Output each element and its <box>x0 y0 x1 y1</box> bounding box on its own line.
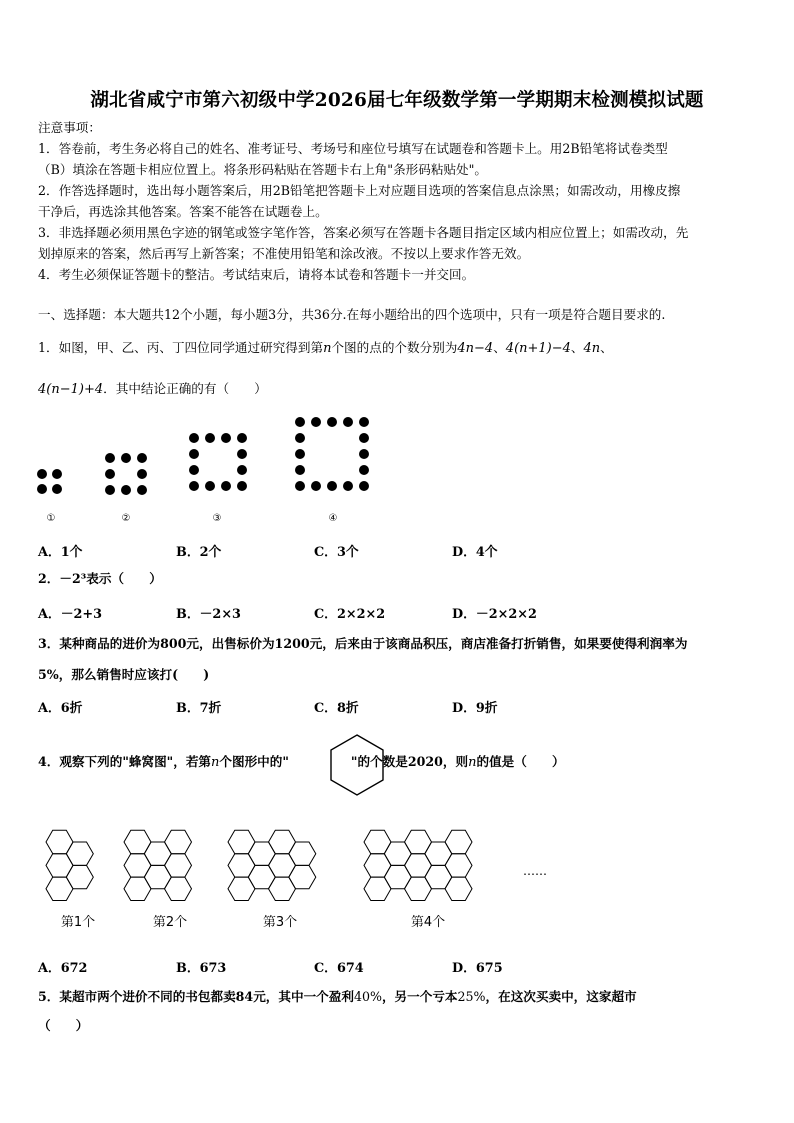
dot <box>295 481 305 491</box>
notice-line: 2．作答选择题时，选出每小题答案后，用2B铅笔把答题卡上对应题目选项的答案信息点涂黑；如需改动，用橡皮擦 <box>38 183 681 198</box>
q4-var-n: n <box>211 755 220 770</box>
hexagon-cell <box>364 877 391 900</box>
dot <box>221 481 231 491</box>
figure-label: ③ <box>212 513 222 524</box>
dot <box>295 449 305 459</box>
dot <box>205 481 215 491</box>
q1-sep: 、 <box>570 340 584 355</box>
q5-percent-1: 40% <box>353 989 382 1004</box>
q1-text: 1．如图，甲、乙、丙、丁四位同学通过研究得到第 <box>38 340 324 355</box>
figure-label: ① <box>46 513 56 524</box>
hexagon-cell <box>384 865 411 888</box>
q4-text: 的值是（ ） <box>476 754 565 769</box>
dot <box>137 469 147 479</box>
dot <box>327 481 337 491</box>
figure-label: 第2个 <box>152 915 188 930</box>
hexagon-cell <box>364 854 391 877</box>
q5-text: ，另一个亏本 <box>381 989 458 1004</box>
hexagon-cell <box>405 877 432 900</box>
hexagon-cell <box>46 854 73 877</box>
hexagon-cell <box>445 830 472 853</box>
hexagon-cell <box>384 842 411 865</box>
dot <box>37 484 47 494</box>
hexagon-cell <box>405 830 432 853</box>
dot <box>237 433 247 443</box>
option-a[interactable]: A．672 <box>38 961 88 976</box>
q3-stem-line1: 3．某种商品的进价为800元，出售标价为1200元，后来由于该商品积压，商店准备打折销售，如果要使得利润率为 <box>38 636 688 651</box>
hexagon-cell <box>66 865 93 888</box>
hexagon-cell <box>405 854 432 877</box>
option-d[interactable]: D．675 <box>452 961 503 976</box>
hexagon-cell <box>228 830 255 853</box>
hexagon-cell <box>445 877 472 900</box>
option-a[interactable]: A．1个 <box>38 545 83 560</box>
dot <box>105 469 115 479</box>
dot <box>311 417 321 427</box>
dot <box>359 481 369 491</box>
hexagon-cell <box>165 830 192 853</box>
hexagon-cell <box>269 877 296 900</box>
ellipsis: …… <box>523 864 547 878</box>
hexagon-cell <box>269 830 296 853</box>
dot <box>359 465 369 475</box>
q3-stem-line2: 5%，那么销售时应该打( ) <box>38 667 210 682</box>
dot <box>137 453 147 463</box>
hexagon-cell <box>364 830 391 853</box>
figure-label: 第1个 <box>60 915 96 930</box>
dot <box>189 449 199 459</box>
dot <box>52 484 62 494</box>
option-c[interactable]: C．2×2×2 <box>314 607 386 622</box>
hexagon-cell <box>228 854 255 877</box>
dot <box>295 433 305 443</box>
q1-formula-4: 4(n−1)+4 <box>38 382 104 397</box>
q4-stem <box>38 754 565 771</box>
q5-stem-line1 <box>38 989 637 1005</box>
dot <box>237 481 247 491</box>
q1-text: 个图的点的个数分别为 <box>331 340 458 355</box>
hexagon-cell <box>445 854 472 877</box>
hexagon-cell <box>66 842 93 865</box>
notice-line: 1．答卷前，考生务必将自己的姓名、准考证号、考场号和座位号填写在试题卷和答题卡上。用2B铅笔将试卷类型 <box>38 141 668 156</box>
option-c[interactable]: C．3个 <box>314 545 359 560</box>
hexagon-icon <box>328 733 386 797</box>
q1-formula-3: 4n <box>583 341 601 356</box>
hexagon-cell <box>144 842 171 865</box>
hexagon-cell <box>124 854 151 877</box>
hexagon-cell <box>46 877 73 900</box>
hexagon-cell <box>269 854 296 877</box>
hexagon-cell <box>248 865 275 888</box>
hexagon-cell <box>289 865 316 888</box>
q1-stem-line1 <box>38 340 613 357</box>
dot <box>189 465 199 475</box>
q4-var-n: n <box>468 755 477 770</box>
notice-line: 划掉原来的答案，然后再写上新答案；不准使用铅笔和涂改液。不按以上要求作答无效。 <box>38 246 530 261</box>
q1-stem-line2 <box>38 381 267 398</box>
q1-sep: 、 <box>493 340 506 355</box>
notice-line: 干净后，再选涂其他答案。答案不能答在试题卷上。 <box>38 204 328 219</box>
hexagon-cell <box>144 865 171 888</box>
dot <box>295 465 305 475</box>
dot <box>359 449 369 459</box>
notice-line: 4．考生必须保证答题卡的整洁。考试结束后，请将本试卷和答题卡一并交回。 <box>38 267 475 282</box>
option-a[interactable]: A．6折 <box>38 701 83 716</box>
hexagon-cell <box>124 877 151 900</box>
hexagon-cell <box>228 877 255 900</box>
q5-stem-line2: （ ） <box>38 1018 89 1033</box>
option-b[interactable]: B．673 <box>176 961 227 976</box>
dot <box>52 469 62 479</box>
dot <box>359 433 369 443</box>
hexagon-cell <box>165 854 192 877</box>
option-b[interactable]: B．－2×3 <box>176 607 241 622</box>
figure-label: ② <box>121 513 131 524</box>
q5-text: 5．某超市两个进价不同的书包都卖84元，其中一个盈利 <box>38 989 354 1004</box>
q4-text: "的个数是2020，则 <box>350 754 469 769</box>
q1-var-n: n <box>323 341 332 356</box>
dot <box>189 433 199 443</box>
dot <box>295 417 305 427</box>
option-d[interactable]: D．－2×2×2 <box>452 607 537 622</box>
dot <box>105 485 115 495</box>
dot <box>121 453 131 463</box>
hexagon-cell <box>425 842 452 865</box>
figure-label: 第4个 <box>410 915 446 930</box>
dot <box>121 485 131 495</box>
option-a[interactable]: A．－2+3 <box>38 607 103 622</box>
dot <box>137 485 147 495</box>
q4-text: 个图形中的" <box>219 754 289 769</box>
q1-dot-figures <box>30 410 390 525</box>
dot <box>105 453 115 463</box>
figure-label: ④ <box>328 513 338 524</box>
hexagon-cell <box>425 865 452 888</box>
hexagon-cell <box>165 877 192 900</box>
option-d[interactable]: D．4个 <box>452 545 498 560</box>
dot <box>189 481 199 491</box>
q4-text: 4．观察下列的"蜂窝图"，若第 <box>38 754 212 769</box>
hexagon-cell <box>124 830 151 853</box>
dot <box>237 449 247 459</box>
q5-text: ，在这次买卖中，这家超市 <box>485 989 637 1004</box>
q2-stem: 2．－2³表示（ ） <box>38 571 162 586</box>
notice-heading: 注意事项： <box>38 120 101 135</box>
dot <box>205 433 215 443</box>
option-d[interactable]: D．9折 <box>452 701 498 716</box>
page-title: 湖北省咸宁市第六初级中学2026届七年级数学第一学期期末检测模拟试题 <box>90 90 704 111</box>
option-b[interactable]: B．7折 <box>176 701 222 716</box>
hexagon-cell <box>289 842 316 865</box>
dot <box>327 417 337 427</box>
dot <box>221 433 231 443</box>
q5-percent-2: 25% <box>457 989 486 1004</box>
q1-formula-2: 4(n+1)−4 <box>505 341 571 356</box>
q1-text: ．其中结论正确的有（ ） <box>103 381 267 396</box>
dot <box>343 417 353 427</box>
figure-label: 第3个 <box>262 915 298 930</box>
option-c[interactable]: C．674 <box>314 961 364 976</box>
dot <box>311 481 321 491</box>
section-heading: 一、选择题：本大题共12个小题，每小题3分，共36分.在每小题给出的四个选项中，只有一项是符合题目要求的. <box>38 307 666 322</box>
dot <box>37 469 47 479</box>
dot <box>359 417 369 427</box>
notice-line: （B）填涂在答题卡相应位置上。将条形码粘贴在答题卡右上角"条形码粘贴处"。 <box>38 162 488 177</box>
q1-formula-1: 4n−4 <box>457 341 494 356</box>
option-b[interactable]: B．2个 <box>176 545 222 560</box>
notice-line: 3．非选择题必须用黑色字迹的钢笔或签字笔作答，答案必须写在答题卡各题目指定区域内相应位置上；如需改动，先 <box>38 225 689 240</box>
dot <box>237 465 247 475</box>
q1-sep: 、 <box>600 340 613 355</box>
hexagon-cell <box>248 842 275 865</box>
q4-honeycomb-figures <box>38 822 558 932</box>
hexagon-cell <box>46 830 73 853</box>
dot <box>343 481 353 491</box>
option-c[interactable]: C．8折 <box>314 701 359 716</box>
